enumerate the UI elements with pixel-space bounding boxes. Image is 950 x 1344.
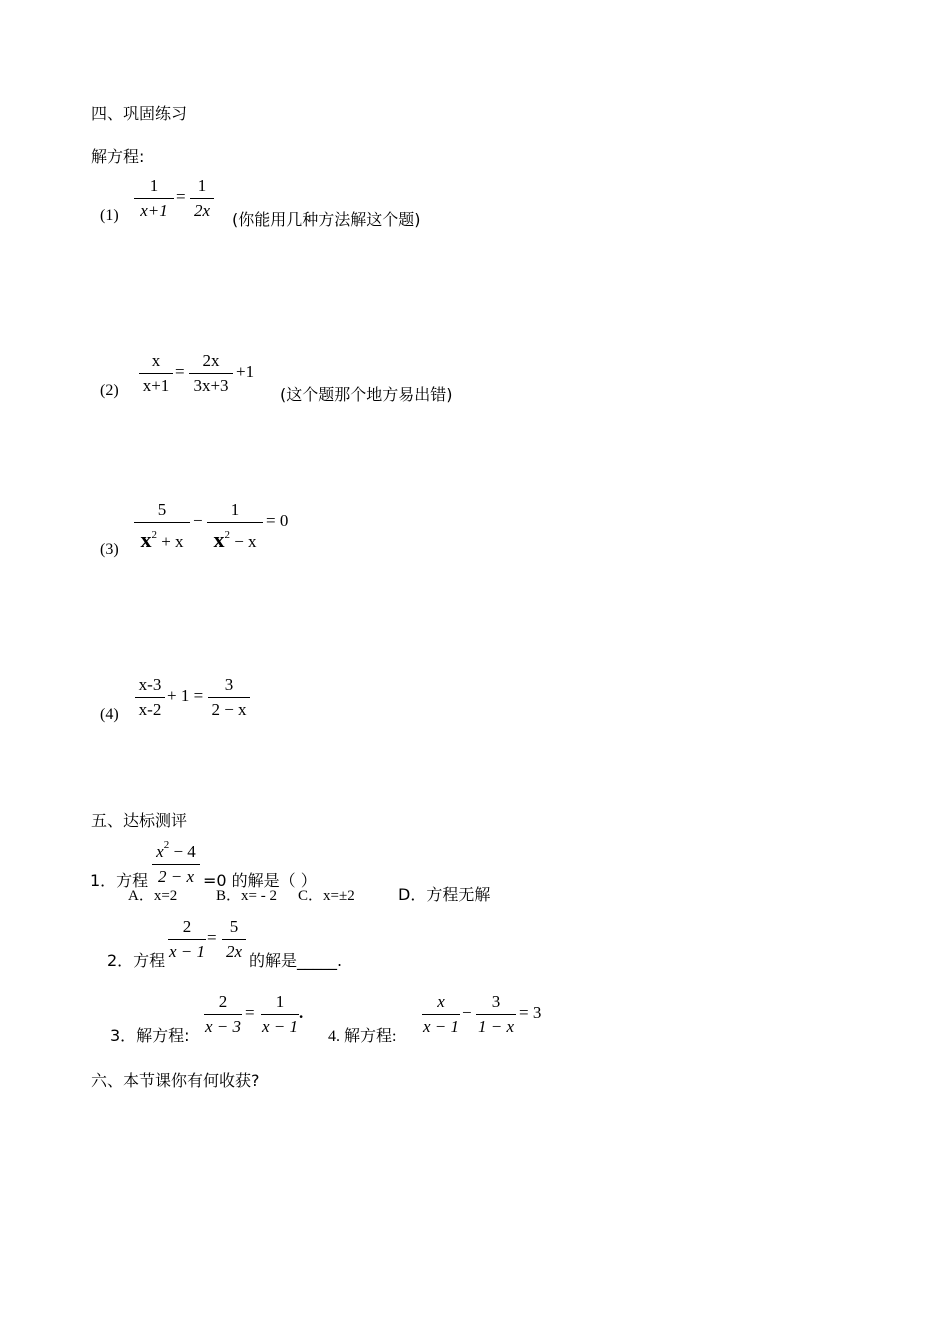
equals-sign: = [245,1003,255,1022]
equals-zero: = 0 [266,511,289,530]
denominator-rest: + x [161,532,184,551]
minus-sign: − [462,1003,472,1022]
denominator: 1 − x [477,1017,515,1036]
numerator [152,834,200,863]
denominator: 2x [193,201,211,220]
section-title-5: 五、达标测评 [91,811,188,830]
exponent: 2 [151,529,157,541]
question-suffix: 的解是_____. [249,951,343,970]
denominator [207,524,263,553]
denominator: 2x [225,942,243,961]
fraction-bar [261,1014,299,1015]
fraction-bar [189,373,233,374]
equals-three: = 3 [519,1003,542,1022]
fraction [135,674,165,721]
numerator: 2 [182,917,192,936]
option-d: D．方程无解 [398,885,491,904]
fraction [222,916,246,963]
minus-sign: − [193,511,203,530]
numerator: 1 [197,176,207,195]
section-title-6: 六、本节课你有何收获? [91,1071,260,1090]
numerator: 3 [491,992,501,1011]
denominator: 2 − x [211,700,247,719]
denominator: x+1 [142,376,170,395]
fraction [208,674,250,721]
fraction [134,175,174,222]
base-x: x [156,842,164,861]
fraction [168,916,206,963]
option-b: B．x= - 2 [216,888,277,904]
fraction [139,350,173,397]
fraction [476,991,516,1038]
fraction-bar [207,522,263,523]
fraction [189,350,233,397]
problem-label: (4) [100,706,119,723]
equals-sign: = [176,187,186,206]
fraction-bar [476,1014,516,1015]
equals-sign: = [207,928,217,947]
section-title-4: 四、巩固练习 [91,104,188,123]
denominator: x+1 [140,201,168,220]
period: . [299,1003,304,1022]
numerator: 2 [218,992,228,1011]
denominator: x − 3 [204,1017,242,1036]
base-x: x [213,527,225,552]
denominator [134,524,190,553]
numerator: 5 [229,917,239,936]
question-prefix: 4. 解方程: [328,1028,397,1045]
question-prefix: 2．方程 [107,951,166,970]
exponent: 2 [224,529,230,541]
base-x: x [140,527,152,552]
problem-note: (你能用几种方法解这个题) [232,210,421,229]
fraction-bar [134,198,174,199]
fraction-bar [422,1014,460,1015]
numerator: x-3 [138,675,162,694]
exponent: 2 [163,839,170,851]
denominator: x-2 [138,700,162,719]
denominator: x − 1 [422,1017,460,1036]
denominator: 3x+3 [193,376,229,395]
option-c: C．x=±2 [298,888,355,904]
problem-label: (2) [100,382,119,399]
fraction [190,175,214,222]
numerator: 2x [202,351,220,370]
numerator: 1 [275,992,285,1011]
plus-term: +1 [236,362,255,381]
fraction-bar [139,373,173,374]
fraction [422,991,460,1038]
fraction-bar [134,522,190,523]
denominator: x − 1 [261,1017,299,1036]
plus-one-equals: + 1 = [167,686,204,705]
denominator-rest: − x [234,532,257,551]
fraction [207,499,263,553]
fraction-bar [222,939,246,940]
numerator: x [151,351,161,370]
fraction-bar [204,1014,242,1015]
problem-label: (3) [100,541,119,558]
fraction-bar [208,697,250,698]
numerator: 5 [157,500,167,519]
fraction [134,499,190,553]
problem-note: (这个题那个地方易出错) [280,385,453,404]
fraction-bar [190,198,214,199]
numerator-rest: − 4 [173,842,196,861]
fraction-bar [152,864,200,865]
question-prefix: 1．方程 [90,871,149,890]
question-suffix: =0 的解是（ ） [203,871,317,890]
denominator: 2 − x [157,867,195,886]
numerator: x [437,992,445,1011]
numerator: 1 [149,176,159,195]
fraction-bar [135,697,165,698]
option-a: A．x=2 [128,888,178,904]
fraction [261,991,299,1038]
numerator: 3 [224,675,234,694]
fraction-bar [168,939,206,940]
problem-label: (1) [100,207,119,224]
question-prefix: 3．解方程: [110,1026,190,1045]
fraction [204,991,242,1038]
instruction-text: 解方程: [91,147,145,166]
equals-sign: = [175,362,185,381]
fraction [152,834,200,888]
denominator: x − 1 [168,942,206,961]
numerator: 1 [230,500,240,519]
